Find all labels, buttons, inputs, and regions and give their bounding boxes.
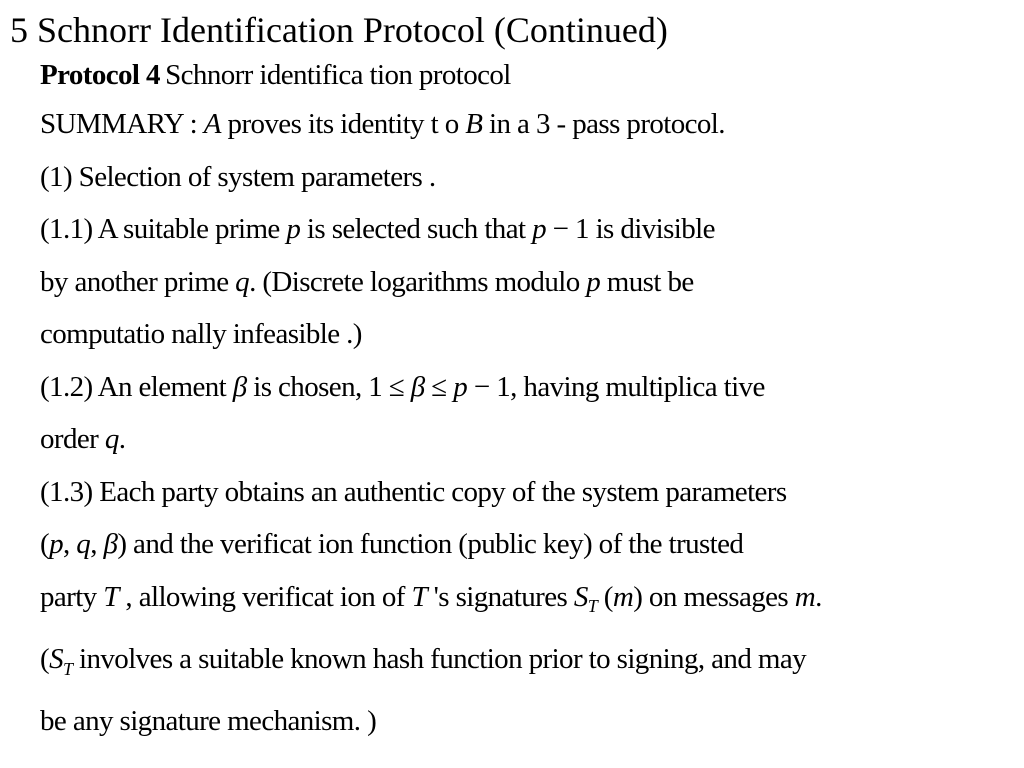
- text-run: by another prime: [40, 265, 236, 298]
- text-run: .: [118, 423, 126, 455]
- step-1-3-line: [40, 466, 1020, 519]
- text-run: ) and the verificat ion function (public key) of the trusted: [117, 528, 744, 560]
- math-var: β: [103, 528, 118, 560]
- math-var: B: [465, 108, 483, 140]
- math-var: m: [612, 580, 634, 613]
- math-var: q: [104, 423, 119, 455]
- math-var: β: [410, 370, 425, 403]
- step-1-1-line-2: [40, 256, 1020, 309]
- text-run: order: [40, 423, 105, 455]
- math-var: S: [573, 580, 588, 613]
- text-run: .: [815, 580, 822, 613]
- protocol-heading: [40, 52, 1020, 98]
- text-run: is selected such that: [300, 213, 533, 245]
- text-run: ≤: [424, 370, 454, 403]
- slide-title: 5 Schnorr Identification Protocol (Continued): [10, 10, 668, 50]
- text-run: is chosen, 1 ≤: [246, 370, 411, 403]
- text-run: − 1, having multiplica tive: [467, 370, 765, 403]
- text-run: SUMMARY :: [40, 108, 204, 140]
- text-run: (: [597, 580, 613, 613]
- math-var: S: [49, 642, 63, 675]
- math-var: β: [232, 370, 247, 403]
- step-1-1-line-3: [40, 308, 1020, 361]
- protocol-body: [40, 52, 1020, 748]
- text-run: (1.1) A suitable prime: [40, 213, 287, 245]
- step-1-3-line-4: [40, 633, 1020, 695]
- step-1-1-line: [40, 203, 1020, 256]
- math-var: T: [103, 580, 119, 613]
- text-run: , allowing verificat ion of: [118, 580, 412, 613]
- text-run: computatio nally infeasible .): [40, 318, 362, 350]
- math-var: p: [532, 213, 546, 245]
- protocol-name: Schnorr identifica tion protocol: [165, 59, 511, 91]
- math-var: q: [235, 265, 250, 298]
- protocol-label: Protocol 4: [40, 59, 160, 91]
- math-var: T: [411, 580, 427, 613]
- text-run: party: [40, 580, 104, 613]
- text-run: (1) Selection of system parameters .: [40, 160, 436, 193]
- text-run: − 1 is divisible: [546, 213, 715, 245]
- text-run: . (Discrete logarithms modulo: [249, 265, 587, 298]
- text-run: ) on messages: [633, 580, 795, 613]
- text-run: ,: [62, 528, 77, 560]
- step-1-3-line-2: [40, 518, 1020, 571]
- text-run: proves its identity t o: [220, 108, 466, 140]
- text-run: ,: [90, 528, 104, 560]
- step-1-2-line-2: [40, 413, 1020, 466]
- text-run: (: [40, 528, 50, 560]
- text-run: in a 3 - pass protocol.: [482, 108, 725, 140]
- text-run: (1.3) Each party obtains an authentic copy of the system parameters: [40, 475, 787, 508]
- summary-line: [40, 98, 1020, 151]
- step-1-3-line-3: [40, 571, 1020, 633]
- math-var: p: [49, 528, 63, 560]
- text-run: involves a suitable known hash function prior to signing, and may: [72, 642, 807, 675]
- step-1-2-line: [40, 361, 1020, 414]
- step-1-line: [40, 151, 1020, 204]
- text-run: (1.2) An element: [40, 370, 233, 403]
- math-subscript: T: [587, 596, 598, 617]
- math-var: A: [203, 108, 221, 140]
- math-var: p: [286, 213, 301, 245]
- text-run: 's signatures: [426, 580, 574, 613]
- math-var: m: [794, 580, 816, 613]
- math-var: p: [453, 370, 468, 403]
- math-subscript: T: [62, 658, 73, 679]
- text-run: be any signature mechanism. ): [40, 705, 377, 738]
- text-run: (: [40, 642, 50, 675]
- math-var: q: [76, 528, 91, 560]
- text-run: must be: [600, 265, 694, 298]
- math-var: p: [586, 265, 601, 298]
- step-1-3-line-5: [40, 695, 1020, 748]
